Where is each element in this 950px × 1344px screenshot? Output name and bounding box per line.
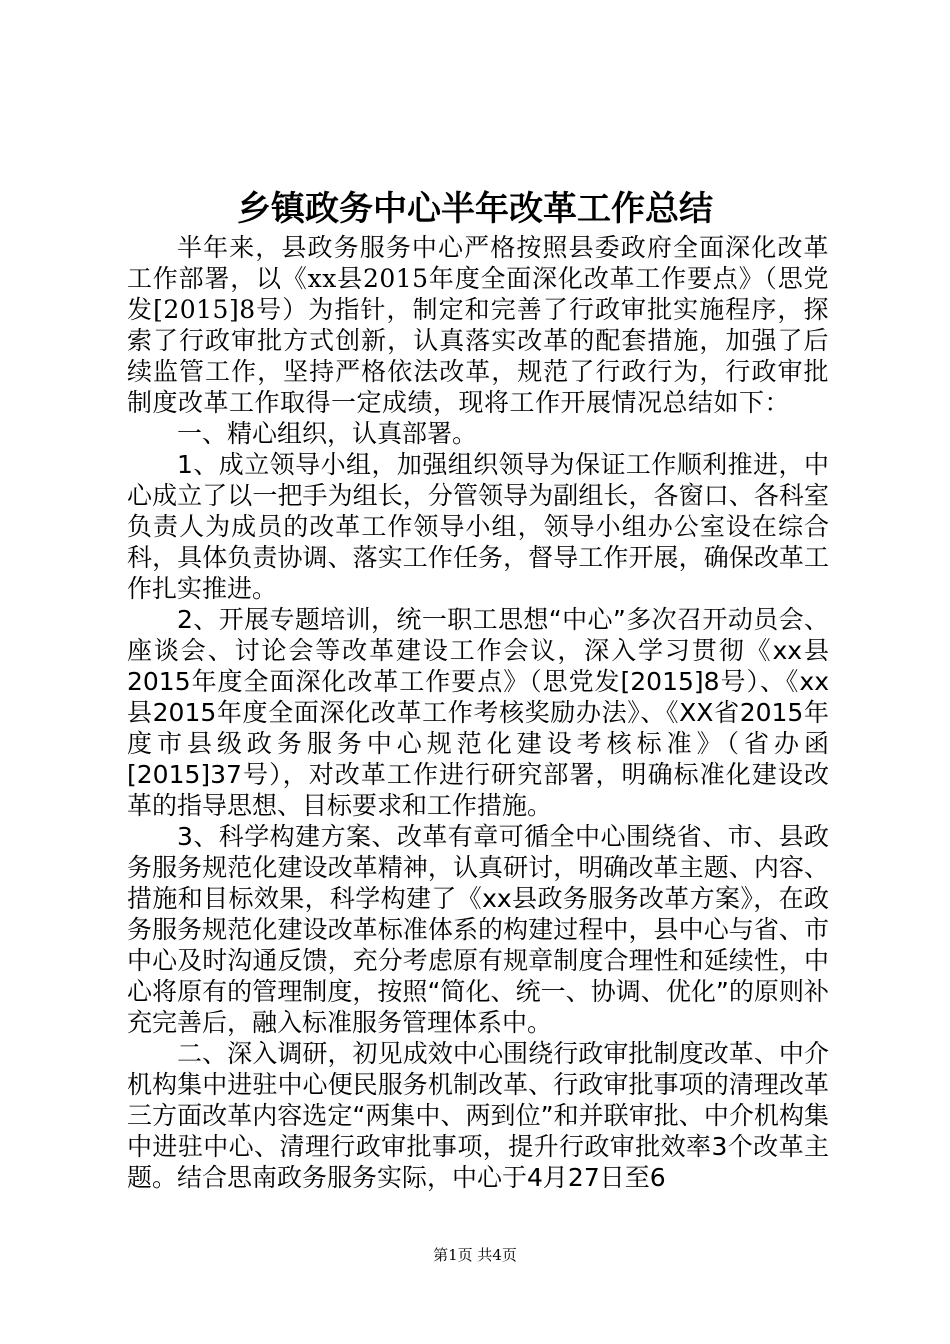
paragraph-item-2: 2、开展专题培训，统一职工思想“中心”多次召开动员会、座谈会、讨论会等改革建设工作会议，深入学习贯彻《xx县2015年度全面深化改革工作要点》（思党发[2015]8号）、《xx县2015年度全面深化改革工作考核奖励办法》、《XX省2015年度市县级政务服务中心规范化建设考核标准》（省办函[2015]37号），对改革工作进行研究部署，明确标准化建设改革的指导思想、目标要求和工作措施。 <box>127 605 829 820</box>
paragraph-item-3: 3、科学构建方案、改革有章可循全中心围绕省、市、县政务服务规范化建设改革精神，认真研讨，明确改革主题、内容、措施和目标效果，科学构建了《xx县政务服务改革方案》，在政务服务规范化建设改革标准体系的构建过程中，县中心与省、市中心及时沟通反馈，充分考虑原有规章制度合理性和延续性，中心将原有的管理制度，按照“简化、统一、协调、优化”的原则补充完善后，融入标准服务管理体系中。 <box>127 822 829 1037</box>
page-number-footer: 第1页 共4页 <box>433 1246 517 1264</box>
document-body <box>127 232 829 1193</box>
paragraph-section-1-heading: 一、精心组织，认真部署。 <box>177 419 478 448</box>
paragraph-item-1: 1、成立领导小组，加强组织领导为保证工作顺利推进，中心成立了以一把手为组长，分管领导为副组长，各窗口、各科室负责人为成员的改革工作领导小组，领导小组办公室设在综合科，具体负责协调、落实工作任务，督导工作开展，确保改革工作扎实推进。 <box>127 450 829 603</box>
document-title: 乡镇政务中心半年改革工作总结 <box>237 189 713 229</box>
paragraph-intro: 半年来，县政务服务中心严格按照县委政府全面深化改革工作部署，以《xx县2015年度全面深化改革工作要点》（思党发[2015]8号）为指针，制定和完善了行政审批实施程序，探索了行政审批方式创新，认真落实改革的配套措施，加强了后续监管工作，坚持严格依法改革，规范了行政行为，行政审批制度改革工作取得一定成绩，现将工作开展情况总结如下： <box>127 233 829 417</box>
paragraph-section-2: 二、深入调研，初见成效中心围绕行政审批制度改革、中介机构集中进驻中心便民服务机制改革、行政审批事项的清理改革三方面改革内容选定“两集中、两到位”和并联审批、中介机构集中进驻中心、清理行政审批事项，提升行政审批效率3个改革主题。结合思南政务服务实际，中心于4月27日至6 <box>127 1039 829 1192</box>
